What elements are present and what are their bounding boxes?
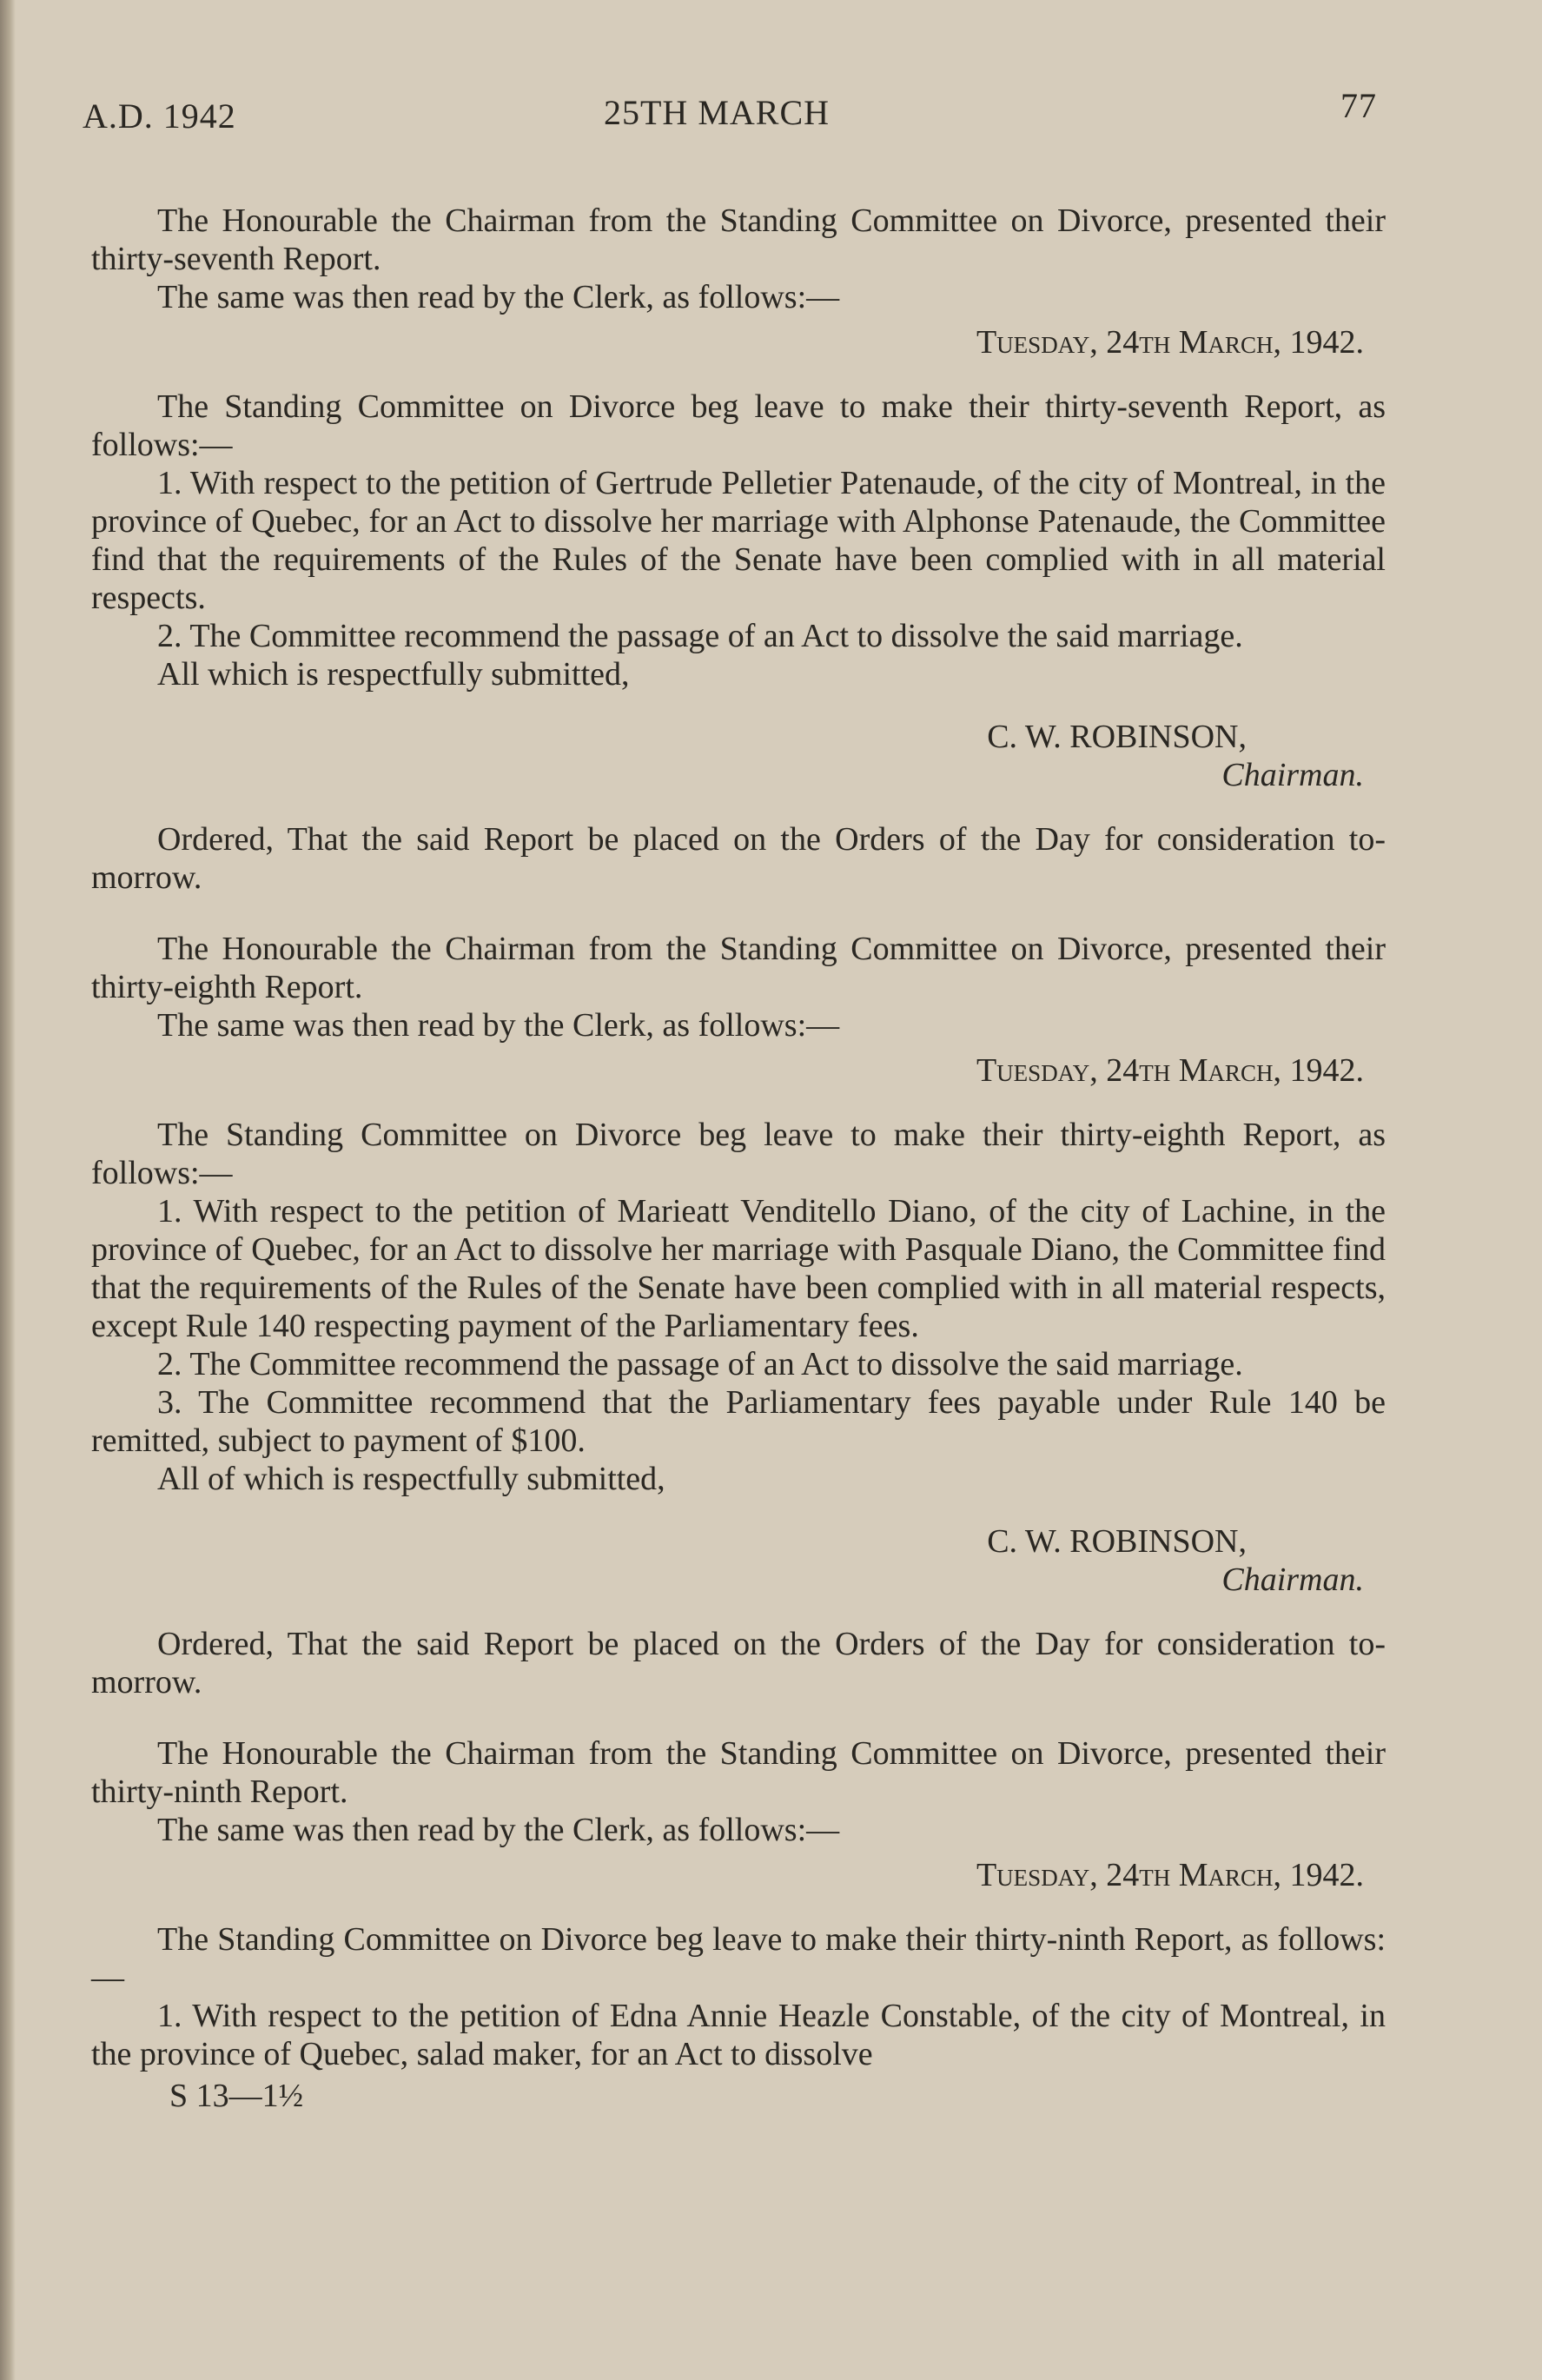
paragraph: The Standing Committee on Divorce beg leave to make their thirty-seventh Report, as follows:— bbox=[91, 388, 1386, 463]
order-paragraph: Ordered, That the said Report be placed on the Orders of the Day for consideration to-morrow. bbox=[91, 821, 1386, 896]
running-header bbox=[83, 85, 1377, 137]
paragraph: The Standing Committee on Divorce beg leave to make their thirty-eighth Report, as follows:— bbox=[91, 1117, 1386, 1191]
paragraph: 3. The Committee recommend that the Parliamentary fees payable under Rule 140 be remitted, subject to payment of $100. bbox=[91, 1384, 1386, 1459]
paragraph: The Standing Committee on Divorce beg leave to make their thirty-ninth Report, as follows:— bbox=[91, 1921, 1386, 1996]
signature-name: C. W. ROBINSON, bbox=[987, 1523, 1247, 1560]
report-date: Tuesday, 24th March, 1942. bbox=[976, 324, 1364, 361]
report-date: Tuesday, 24th March, 1942. bbox=[976, 1857, 1364, 1893]
journal-text bbox=[91, 202, 1386, 2148]
paragraph: 1. With respect to the petition of Gertrude Pelletier Patenaude, of the city of Montreal, in the province of Quebec, for an Act to dissolve her marriage with Alphonse Patenaude, the Committee find that the requirements of the Rules of the Senate have been complied with in all material respects. bbox=[91, 465, 1386, 616]
signature-name: C. W. ROBINSON, bbox=[987, 719, 1247, 755]
signature-role: Chairman. bbox=[1221, 757, 1364, 793]
paragraph: The same was then read by the Clerk, as follows:— bbox=[157, 279, 840, 315]
paragraph: The same was then read by the Clerk, as follows:— bbox=[157, 1007, 840, 1044]
page-number: 77 bbox=[1340, 86, 1377, 125]
paragraph: 1. With respect to the petition of Marieatt Venditello Diano, of the city of Lachine, in the province of Quebec, for an Act to dissolve her marriage with Pasquale Diano, the Committee find that the requirements of the Rules of the Senate have been complied with in all material respects, except Rule 140 respecting payment of the Parliamentary fees. bbox=[91, 1193, 1386, 1344]
paragraph: The same was then read by the Clerk, as follows:— bbox=[157, 1812, 840, 1848]
paragraph: The Honourable the Chairman from the Standing Committee on Divorce, presented their thirty-ninth Report. bbox=[91, 1735, 1386, 1810]
order-paragraph: Ordered, That the said Report be placed on the Orders of the Day for consideration to-morrow. bbox=[91, 1626, 1386, 1700]
book-spine-shadow bbox=[0, 0, 16, 2380]
paragraph: 1. With respect to the petition of Edna Annie Heazle Constable, of the city of Montreal, in the province of Quebec, salad maker, for an Act to dissolve bbox=[91, 1998, 1386, 2072]
paragraph: The Honourable the Chairman from the Standing Committee on Divorce, presented their thirty-eighth Report. bbox=[91, 931, 1386, 1005]
header-date: 25TH MARCH bbox=[604, 93, 831, 132]
header-year: A.D. 1942 bbox=[83, 96, 236, 136]
report-date: Tuesday, 24th March, 1942. bbox=[976, 1052, 1364, 1089]
signature-role: Chairman. bbox=[1221, 1561, 1364, 1598]
paragraph: 2. The Committee recommend the passage of an Act to dissolve the said marriage. bbox=[157, 618, 1243, 654]
paragraph: All of which is respectfully submitted, bbox=[157, 1461, 665, 1497]
paragraph: All which is respectfully submitted, bbox=[157, 656, 630, 693]
printer-signature-mark: S 13—1½ bbox=[169, 2078, 304, 2114]
paragraph: 2. The Committee recommend the passage of an Act to dissolve the said marriage. bbox=[157, 1346, 1243, 1382]
paragraph: The Honourable the Chairman from the Standing Committee on Divorce, presented their thirty-seventh Report. bbox=[91, 202, 1386, 277]
